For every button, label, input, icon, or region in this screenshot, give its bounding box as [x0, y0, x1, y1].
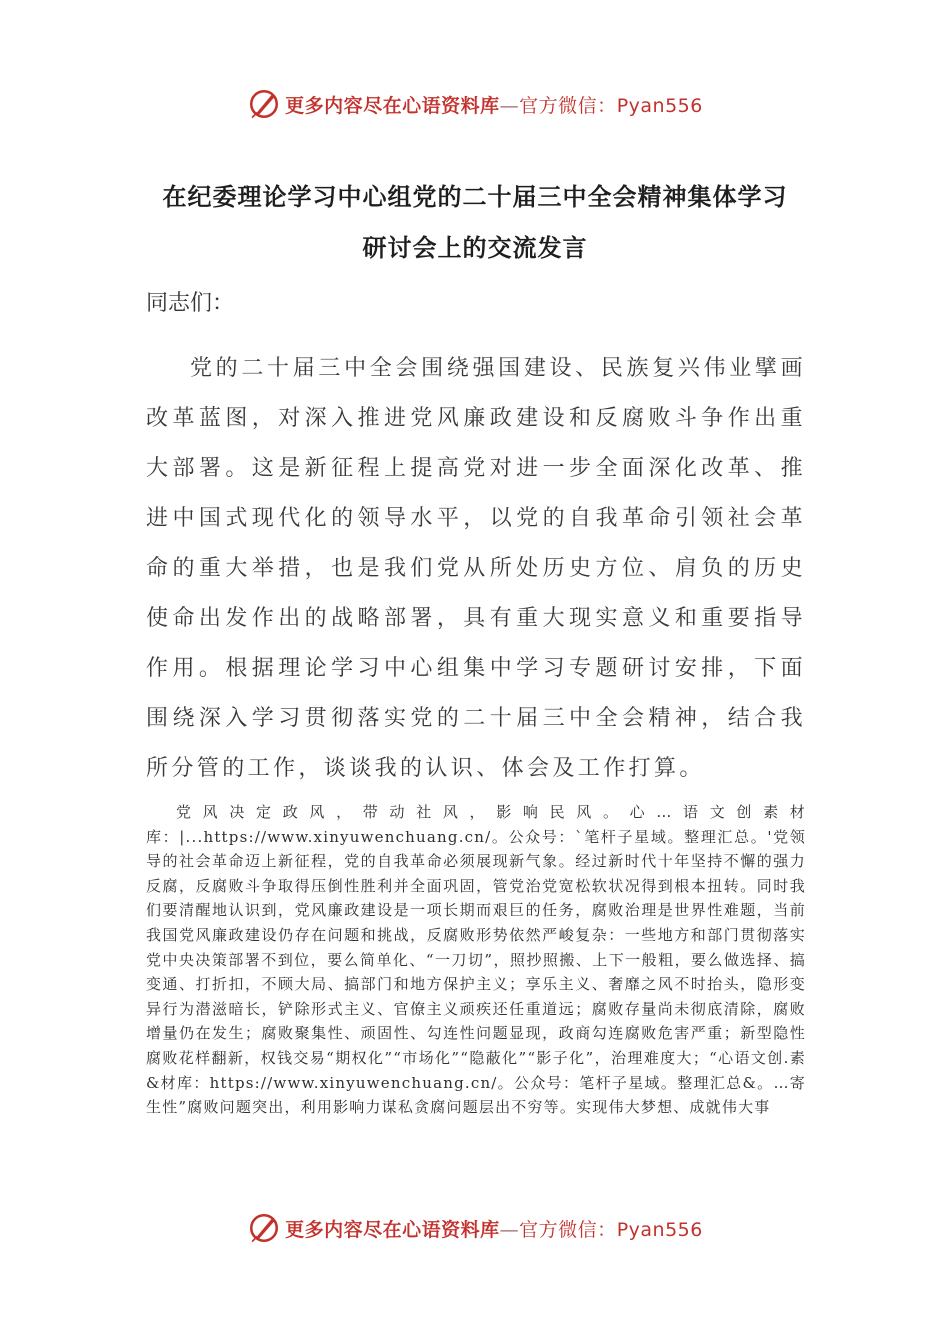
title-line-1: 在纪委理论学习中心组党的二十届三中全会精神集体学习: [162, 183, 788, 211]
greeting: 同志们：: [146, 291, 235, 316]
banner-wechat-id: Pyan556: [616, 1218, 703, 1241]
paragraph-intro: 党的二十届三中全会围绕强国建设、民族复兴伟业擘画改革蓝图，对深入推进党风廉政建设和反腐败斗争作出重大部署。这是新征程上提高党对进一步全面深化改革、推进中国式现代化的领导水平，以党的自我革命引领社会革命的重大举措，也是我们党从所处历史方位、肩负的历史使命出发作出的战略部署，具有重大现实意义和重要指导作用。根据理论学习中心组集中学习专题研讨安排，下面围绕深入学习贯彻落实党的二十届三中全会精神，结合我所分管的工作，谈谈我的认识、体会及工作打算。: [146, 356, 806, 781]
banner-wechat-id: Pyan556: [616, 94, 703, 117]
banner-text: [285, 91, 703, 118]
quill-logo-icon: [247, 87, 281, 121]
header-watermark-banner: [0, 84, 950, 124]
footer-watermark-banner: [0, 1208, 950, 1248]
quill-logo-icon: [247, 1211, 281, 1245]
banner-dash: —: [499, 94, 520, 117]
banner-dash: —: [499, 1218, 520, 1241]
banner-title: 更多内容尽在心语资料库: [285, 94, 500, 117]
banner-official-label: 官方微信：: [519, 1218, 617, 1241]
document-title: [140, 172, 810, 274]
paragraph-body: 党风决定政风，带动社风，影响民风。心…语文创素材库：|...https://www.xinyuwenchuang.cn/。公众号：`笔杆子星域。整理汇总。'党领导的社会革命迈上新征程，党的自我革命必须展现新气象。经过新时代十年坚持不懈的强力反腐，反腐败斗争取得压倒性胜利并全面巩固，管党治党宽松软状况得到根本扭转。同时我们要清醒地认识到，党风廉政建设是一项长期而艰巨的任务，腐败治理是世界性难题，当前我国党风廉政建设仍存在问题和挑战，反腐败形势依然严峻复杂：一些地方和部门贯彻落实党中央决策部署不到位，要么简单化、“一刀切”，照抄照搬、上下一般粗，要么做选择、搞变通、打折扣，不顾大局、搞部门和地方保护主义；享乐主义、奢靡之风不时抬头，隐形变异行为潜滋暗长，铲除形式主义、官僚主义顽疾还任重道远；腐败存量尚未彻底清除，腐败增量仍在发生；腐败聚集性、顽固性、勾连性问题显现，政商勾连腐败危害严重；新型隐性腐败花样翻新，权钱交易“期权化”“市场化”“隐蔽化”“影子化”，治理难度大；“心语文创.素&材库：https://www.xinyuwenchuang.cn/。公众号：笔杆子星域。整理汇总&。…寄生性”腐败问题突出，利用影响力谋私贪腐问题层出不穷等。实现伟大梦想、成就伟大事: [146, 803, 806, 1117]
banner-official-label: 官方微信：: [519, 94, 617, 117]
banner-title: 更多内容尽在心语资料库: [285, 1218, 500, 1241]
title-line-2: 研讨会上的交流发言: [362, 234, 588, 262]
banner-text: [285, 1215, 703, 1242]
